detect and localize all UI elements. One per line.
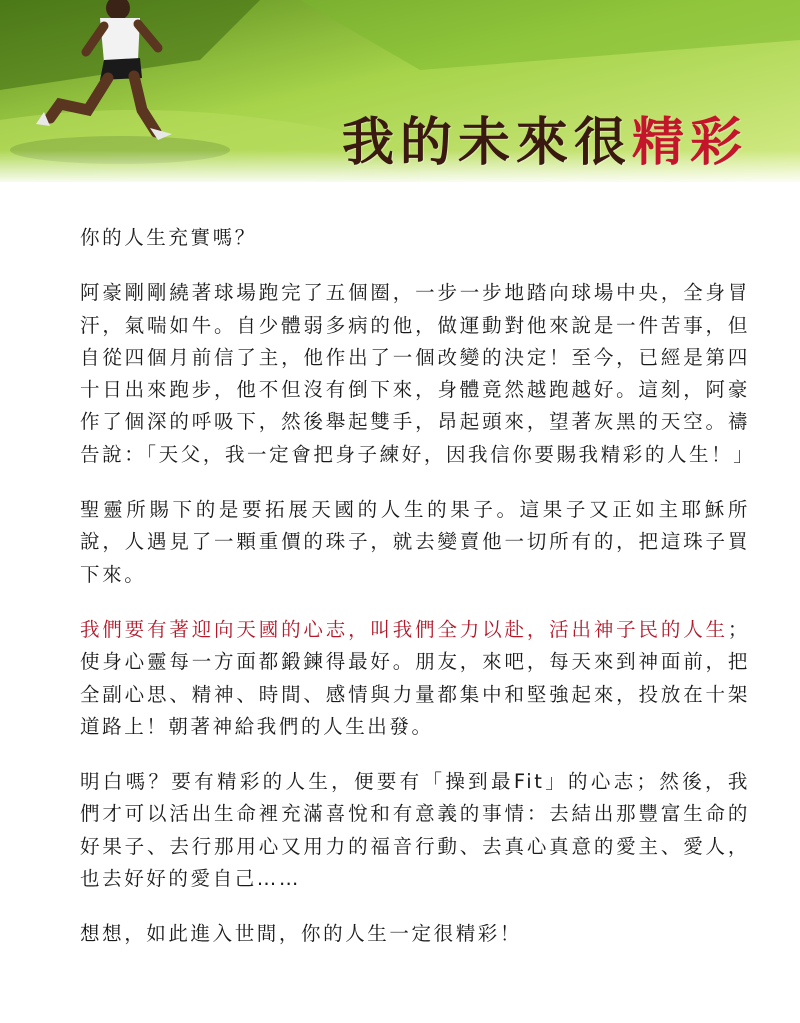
paragraph-exciting-life: 明白嗎？要有精彩的人生，便要有「操到最Fit」的心志；然後，我們才可以活出生命裡充滿喜悅和有意義的事情：去結出那豐富生命的好果子、去行那用心又用力的福音行動、去真心真意的愛主、愛人，也去好好的愛自己……: [80, 770, 750, 891]
paragraph-call-to-action: [80, 614, 750, 743]
highlighted-sentence: 我們要有著迎向天國的心志，叫我們全力以赴，活出神子民的人生: [80, 617, 728, 641]
paragraph-story: 阿豪剛剛繞著球場跑完了五個圈，一步一步地踏向球場中央，全身冒汗，氣喘如牛。自少體弱多病的他，做運動對他來說是一件苦事，但自從四個月前信了主，他作出了一個改變的決定！至今，已經是第四十日出來跑步，他不但沒有倒下來，身體竟然越跑越好。這刻，阿豪作了個深的呼吸下，然後舉起雙手，昂起頭來，望著灰黑的天空。禱告說：「天父，我一定會把身子練好，因我信你要賜我精彩的人生！」: [80, 281, 756, 466]
paragraph-intro-question: 你的人生充實嗎？: [80, 226, 257, 249]
banner-title-main: 我的未來很: [341, 112, 632, 173]
article-body: [80, 222, 756, 974]
banner-title: [342, 100, 748, 175]
paragraph-conclusion: 想想，如此進入世間，你的人生一定很精彩！: [80, 922, 523, 946]
paragraph-holy-spirit: 聖靈所賜下的是要拓展天國的人生的果子。這果子又正如主耶穌所說，人遇見了一顆重價的珠子，就去變賣他一切所有的，把這珠子買下來。: [80, 498, 750, 586]
paragraph-call-rest: ；使身心靈每一方面都鍛鍊得最好。朋友，來吧，每天來到神面前，把全副心思、精神、時間、感情與力量都集中和堅強起來，投放在十架道路上！朝著神給我們的人生出發。: [80, 617, 750, 738]
banner-title-accent: 精彩: [631, 112, 748, 173]
header-banner: [0, 0, 800, 182]
